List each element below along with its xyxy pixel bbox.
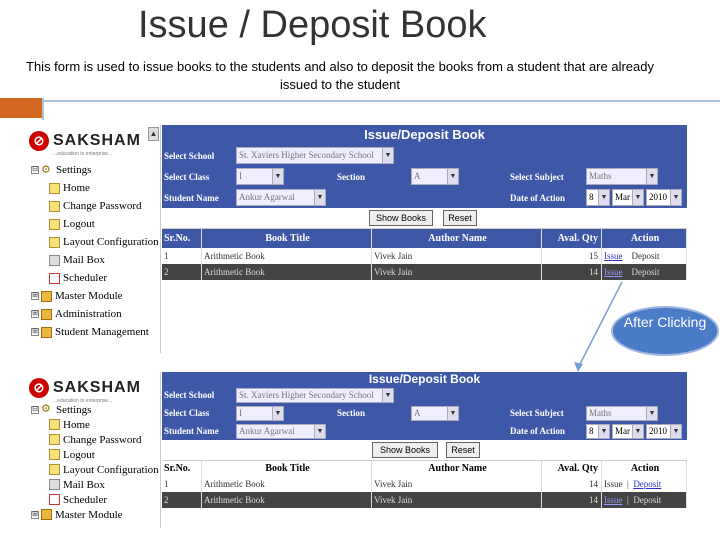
gear-icon: ⚙: [41, 163, 51, 176]
sidebar-tree: [31, 402, 159, 522]
column-header: Sr.No.: [162, 461, 202, 476]
cell-action: Issue | Deposit: [602, 476, 687, 492]
subject-label: Select Subject: [510, 408, 564, 418]
column-header: Action: [602, 461, 687, 476]
sidebar-item-label: Administration: [55, 308, 122, 320]
folder-icon: [41, 309, 52, 320]
class-select[interactable]: [236, 406, 284, 421]
cell-action: [602, 264, 687, 280]
sidebar-item-home[interactable]: [31, 417, 159, 432]
class-value: I: [239, 407, 242, 418]
button-row: [162, 208, 687, 228]
calendar-icon: [49, 494, 60, 505]
day-value: 8: [589, 425, 594, 436]
school-label: Select School: [164, 150, 215, 161]
cell-sr: 1: [162, 248, 202, 264]
column-header: Sr.No.: [162, 229, 202, 248]
section-select[interactable]: [411, 168, 459, 185]
sidebar: [25, 125, 161, 353]
column-header: Aval. Qty: [542, 461, 602, 476]
app-logo: [29, 376, 141, 400]
cell-title: Arithmetic Book: [202, 492, 372, 508]
cell-qty: 14: [542, 264, 602, 280]
show-books-button[interactable]: Show Books: [369, 210, 433, 226]
expand-icon[interactable]: ⊞: [32, 310, 38, 317]
deposit-link[interactable]: Deposit: [631, 251, 660, 261]
student-select[interactable]: [236, 189, 326, 206]
sidebar-item-label: Home: [63, 418, 90, 431]
date-label: Date of Action: [510, 426, 565, 436]
expand-icon[interactable]: ⊞: [32, 292, 38, 299]
school-value: St. Xaviers Higher Secondary School: [239, 389, 374, 400]
school-select[interactable]: [236, 147, 394, 164]
sidebar-item-label: Mail Box: [63, 478, 105, 491]
sidebar-item-scheduler[interactable]: [31, 269, 159, 287]
sidebar-item-layout-configuration[interactable]: [31, 462, 159, 477]
sidebar-item-label: Change Password: [63, 433, 142, 446]
screenshot-after: [25, 372, 687, 528]
form-title: Issue/Deposit Book: [162, 125, 687, 145]
divider-line: [42, 100, 720, 102]
main-panel: [162, 125, 687, 353]
sidebar-tree: [31, 161, 159, 341]
sidebar-item-scheduler[interactable]: [31, 492, 159, 507]
issue-link[interactable]: Issue: [604, 495, 623, 505]
cell-sr: 2: [162, 264, 202, 280]
column-header: Author Name: [372, 461, 542, 476]
year-value: 2010: [649, 425, 667, 436]
sidebar-item-label: Change Password: [63, 200, 142, 212]
sidebar-item-label: Layout Configuration: [63, 236, 159, 248]
sidebar-item-home[interactable]: [31, 179, 159, 197]
cell-qty: 15: [542, 248, 602, 264]
sidebar-item-label: Settings: [56, 164, 92, 176]
slide-description: This form is used to issue books to the students and also to deposit the books from a student that are already issued to the student: [26, 59, 654, 92]
after-clicking-callout: After Clicking: [611, 306, 719, 356]
cell-title: Arithmetic Book: [202, 248, 372, 264]
folder-icon: [41, 327, 52, 338]
sidebar: [25, 372, 161, 528]
table-row: [162, 264, 687, 280]
sidebar-item-change-password[interactable]: [31, 432, 159, 447]
student-value: Ankur Agarwal: [239, 425, 295, 436]
chevron-down-icon: ▼: [670, 190, 681, 205]
student-label: Student Name: [164, 192, 219, 203]
sidebar-item-label: Master Module: [55, 290, 123, 302]
year-select[interactable]: [646, 189, 682, 206]
day-select[interactable]: [586, 189, 610, 206]
logo-subtitle: ...education to enterprise...: [53, 151, 113, 157]
main-panel: [162, 372, 687, 528]
calendar-icon: [49, 273, 60, 284]
sidebar-item-mail-box[interactable]: [31, 477, 159, 492]
sidebar-item-label: Layout Configuration: [63, 463, 159, 476]
sidebar-item-master-module[interactable]: [31, 507, 159, 522]
subject-select[interactable]: [586, 168, 658, 185]
logo-mark-icon: ⊘: [29, 378, 49, 398]
day-value: 8: [589, 192, 594, 202]
logout-icon: [49, 219, 60, 230]
class-label: Select Class: [164, 408, 210, 418]
sidebar-item-label: Settings: [56, 403, 92, 416]
cell-author: Vivek Jain: [372, 248, 542, 264]
form-row-class: [162, 166, 687, 187]
form-row-student: [162, 187, 687, 208]
home-icon: [49, 183, 60, 194]
date-label: Date of Action: [510, 192, 565, 203]
mail-icon: [49, 479, 60, 490]
form-row-student: [162, 422, 687, 440]
cell-sr: 2: [162, 492, 202, 508]
subject-value: Maths: [589, 171, 612, 181]
sidebar-item-change-password[interactable]: [31, 197, 159, 215]
deposit-link[interactable]: Deposit: [633, 495, 662, 505]
home-icon: [49, 419, 60, 430]
key-icon: [49, 434, 60, 445]
key-icon: [49, 201, 60, 212]
sidebar-item-student-management[interactable]: [31, 323, 159, 341]
cell-action: Issue | Deposit: [602, 492, 687, 508]
sidebar-item-label: Logout: [63, 448, 95, 461]
logo-mark-icon: ⊘: [29, 131, 49, 151]
folder-icon: [41, 509, 52, 520]
sidebar-item-settings[interactable]: [31, 402, 159, 417]
chevron-down-icon: ▼: [314, 425, 325, 438]
sidebar-item-label: Scheduler: [63, 272, 107, 284]
chevron-down-icon: ▼: [632, 190, 643, 205]
cell-sr: 1: [162, 476, 202, 492]
chevron-down-icon: ▼: [670, 425, 681, 438]
class-value: I: [239, 171, 242, 181]
sidebar-item-label: Master Module: [55, 508, 123, 521]
sidebar-item-label: Logout: [63, 218, 95, 230]
chevron-down-icon: ▼: [447, 169, 458, 184]
logo-text: SAKSHAM: [53, 379, 141, 396]
school-value: St. Xaviers Higher Secondary School: [239, 150, 374, 160]
deposit-link[interactable]: Deposit: [633, 479, 662, 489]
month-value: Mar: [615, 192, 630, 202]
table-header: [162, 460, 687, 476]
folder-icon: [41, 291, 52, 302]
column-header: Author Name: [372, 229, 542, 248]
column-header: Action: [602, 229, 687, 248]
gear-icon: ⚙: [41, 403, 51, 415]
accent-bar: [0, 98, 42, 118]
logo-text: SAKSHAM: [53, 132, 141, 149]
deposit-link[interactable]: Deposit: [631, 267, 660, 277]
divider-vline: [42, 98, 44, 120]
issue-link[interactable]: Issue: [604, 267, 623, 277]
table-row: [162, 476, 687, 492]
issue-link[interactable]: Issue: [604, 251, 623, 261]
expand-icon[interactable]: ⊞: [32, 328, 38, 335]
form-row-school: [162, 145, 687, 166]
section-value: A: [414, 171, 421, 181]
student-select[interactable]: [236, 424, 326, 439]
screenshot-before: [25, 125, 687, 353]
school-label: Select School: [164, 390, 215, 400]
sidebar-item-logout[interactable]: [31, 447, 159, 462]
chevron-down-icon: ▼: [447, 407, 458, 420]
sidebar-item-label: Mail Box: [63, 254, 105, 266]
chevron-down-icon: ▼: [598, 190, 609, 205]
chevron-down-icon: ▼: [272, 407, 283, 420]
form-title: Issue/Deposit Book: [162, 372, 687, 386]
column-header: Book Title: [202, 461, 372, 476]
column-header: Aval. Qty: [542, 229, 602, 248]
section-value: A: [414, 407, 421, 418]
cell-author: Vivek Jain: [372, 476, 542, 492]
subject-select[interactable]: [586, 406, 658, 421]
cell-title: Arithmetic Book: [202, 476, 372, 492]
sidebar-scroll-up[interactable]: ▲: [148, 127, 159, 141]
sidebar-item-label: Scheduler: [63, 493, 107, 506]
chevron-down-icon: ▼: [646, 407, 657, 420]
month-select[interactable]: [612, 424, 644, 439]
cell-title: Arithmetic Book: [202, 264, 372, 280]
chevron-down-icon: ▼: [314, 190, 325, 205]
issue-link[interactable]: Issue: [604, 479, 623, 489]
year-value: 2010: [649, 192, 667, 202]
sidebar-item-label: Student Management: [55, 326, 149, 338]
show-books-button[interactable]: Show Books: [372, 442, 438, 458]
collapse-icon[interactable]: ⊟: [32, 166, 38, 173]
arrow-head: [574, 362, 583, 372]
section-label: Section: [337, 408, 365, 418]
reset-button[interactable]: Reset: [443, 210, 477, 226]
sidebar-item-label: Home: [63, 182, 90, 194]
sidebar-item-layout-configuration[interactable]: [31, 233, 159, 251]
sidebar-item-logout[interactable]: [31, 215, 159, 233]
form-row-school: [162, 386, 687, 404]
cell-action: [602, 248, 687, 264]
table-row: [162, 492, 687, 508]
year-select[interactable]: [646, 424, 682, 439]
logout-icon: [49, 449, 60, 460]
layout-icon: [49, 237, 60, 248]
student-label: Student Name: [164, 426, 219, 436]
table-header: [162, 228, 687, 248]
sidebar-item-mail-box[interactable]: [31, 251, 159, 269]
cell-qty: 14: [542, 492, 602, 508]
month-value: Mar: [615, 425, 630, 436]
app-logo: [29, 129, 141, 153]
form-row-class: [162, 404, 687, 422]
school-select[interactable]: [236, 388, 394, 403]
subject-label: Select Subject: [510, 171, 564, 182]
chevron-down-icon: ▼: [272, 169, 283, 184]
layout-icon: [49, 464, 60, 475]
sidebar-item-settings[interactable]: [31, 161, 159, 179]
section-label: Section: [337, 171, 365, 182]
class-select[interactable]: [236, 168, 284, 185]
cell-author: Vivek Jain: [372, 264, 542, 280]
sidebar-item-master-module[interactable]: [31, 287, 159, 305]
expand-icon[interactable]: ⊞: [32, 510, 38, 518]
cell-qty: 14: [542, 476, 602, 492]
table-row: [162, 248, 687, 264]
day-select[interactable]: [586, 424, 610, 439]
sidebar-item-administration[interactable]: [31, 305, 159, 323]
subject-value: Maths: [589, 407, 612, 418]
slide-title: Issue / Deposit Book: [138, 4, 487, 46]
chevron-down-icon: ▼: [598, 425, 609, 438]
chevron-down-icon: ▼: [632, 425, 643, 438]
student-value: Ankur Agarwal: [239, 192, 295, 202]
logo-subtitle: ...education to enterprise...: [53, 398, 113, 404]
chevron-down-icon: ▼: [382, 148, 393, 163]
reset-button[interactable]: Reset: [446, 442, 480, 458]
button-row: [162, 440, 687, 460]
collapse-icon[interactable]: ⊟: [32, 405, 38, 413]
chevron-down-icon: ▼: [646, 169, 657, 184]
section-select[interactable]: [411, 406, 459, 421]
mail-icon: [49, 255, 60, 266]
class-label: Select Class: [164, 171, 210, 182]
chevron-down-icon: ▼: [382, 389, 393, 402]
column-header: Book Title: [202, 229, 372, 248]
cell-author: Vivek Jain: [372, 492, 542, 508]
month-select[interactable]: [612, 189, 644, 206]
